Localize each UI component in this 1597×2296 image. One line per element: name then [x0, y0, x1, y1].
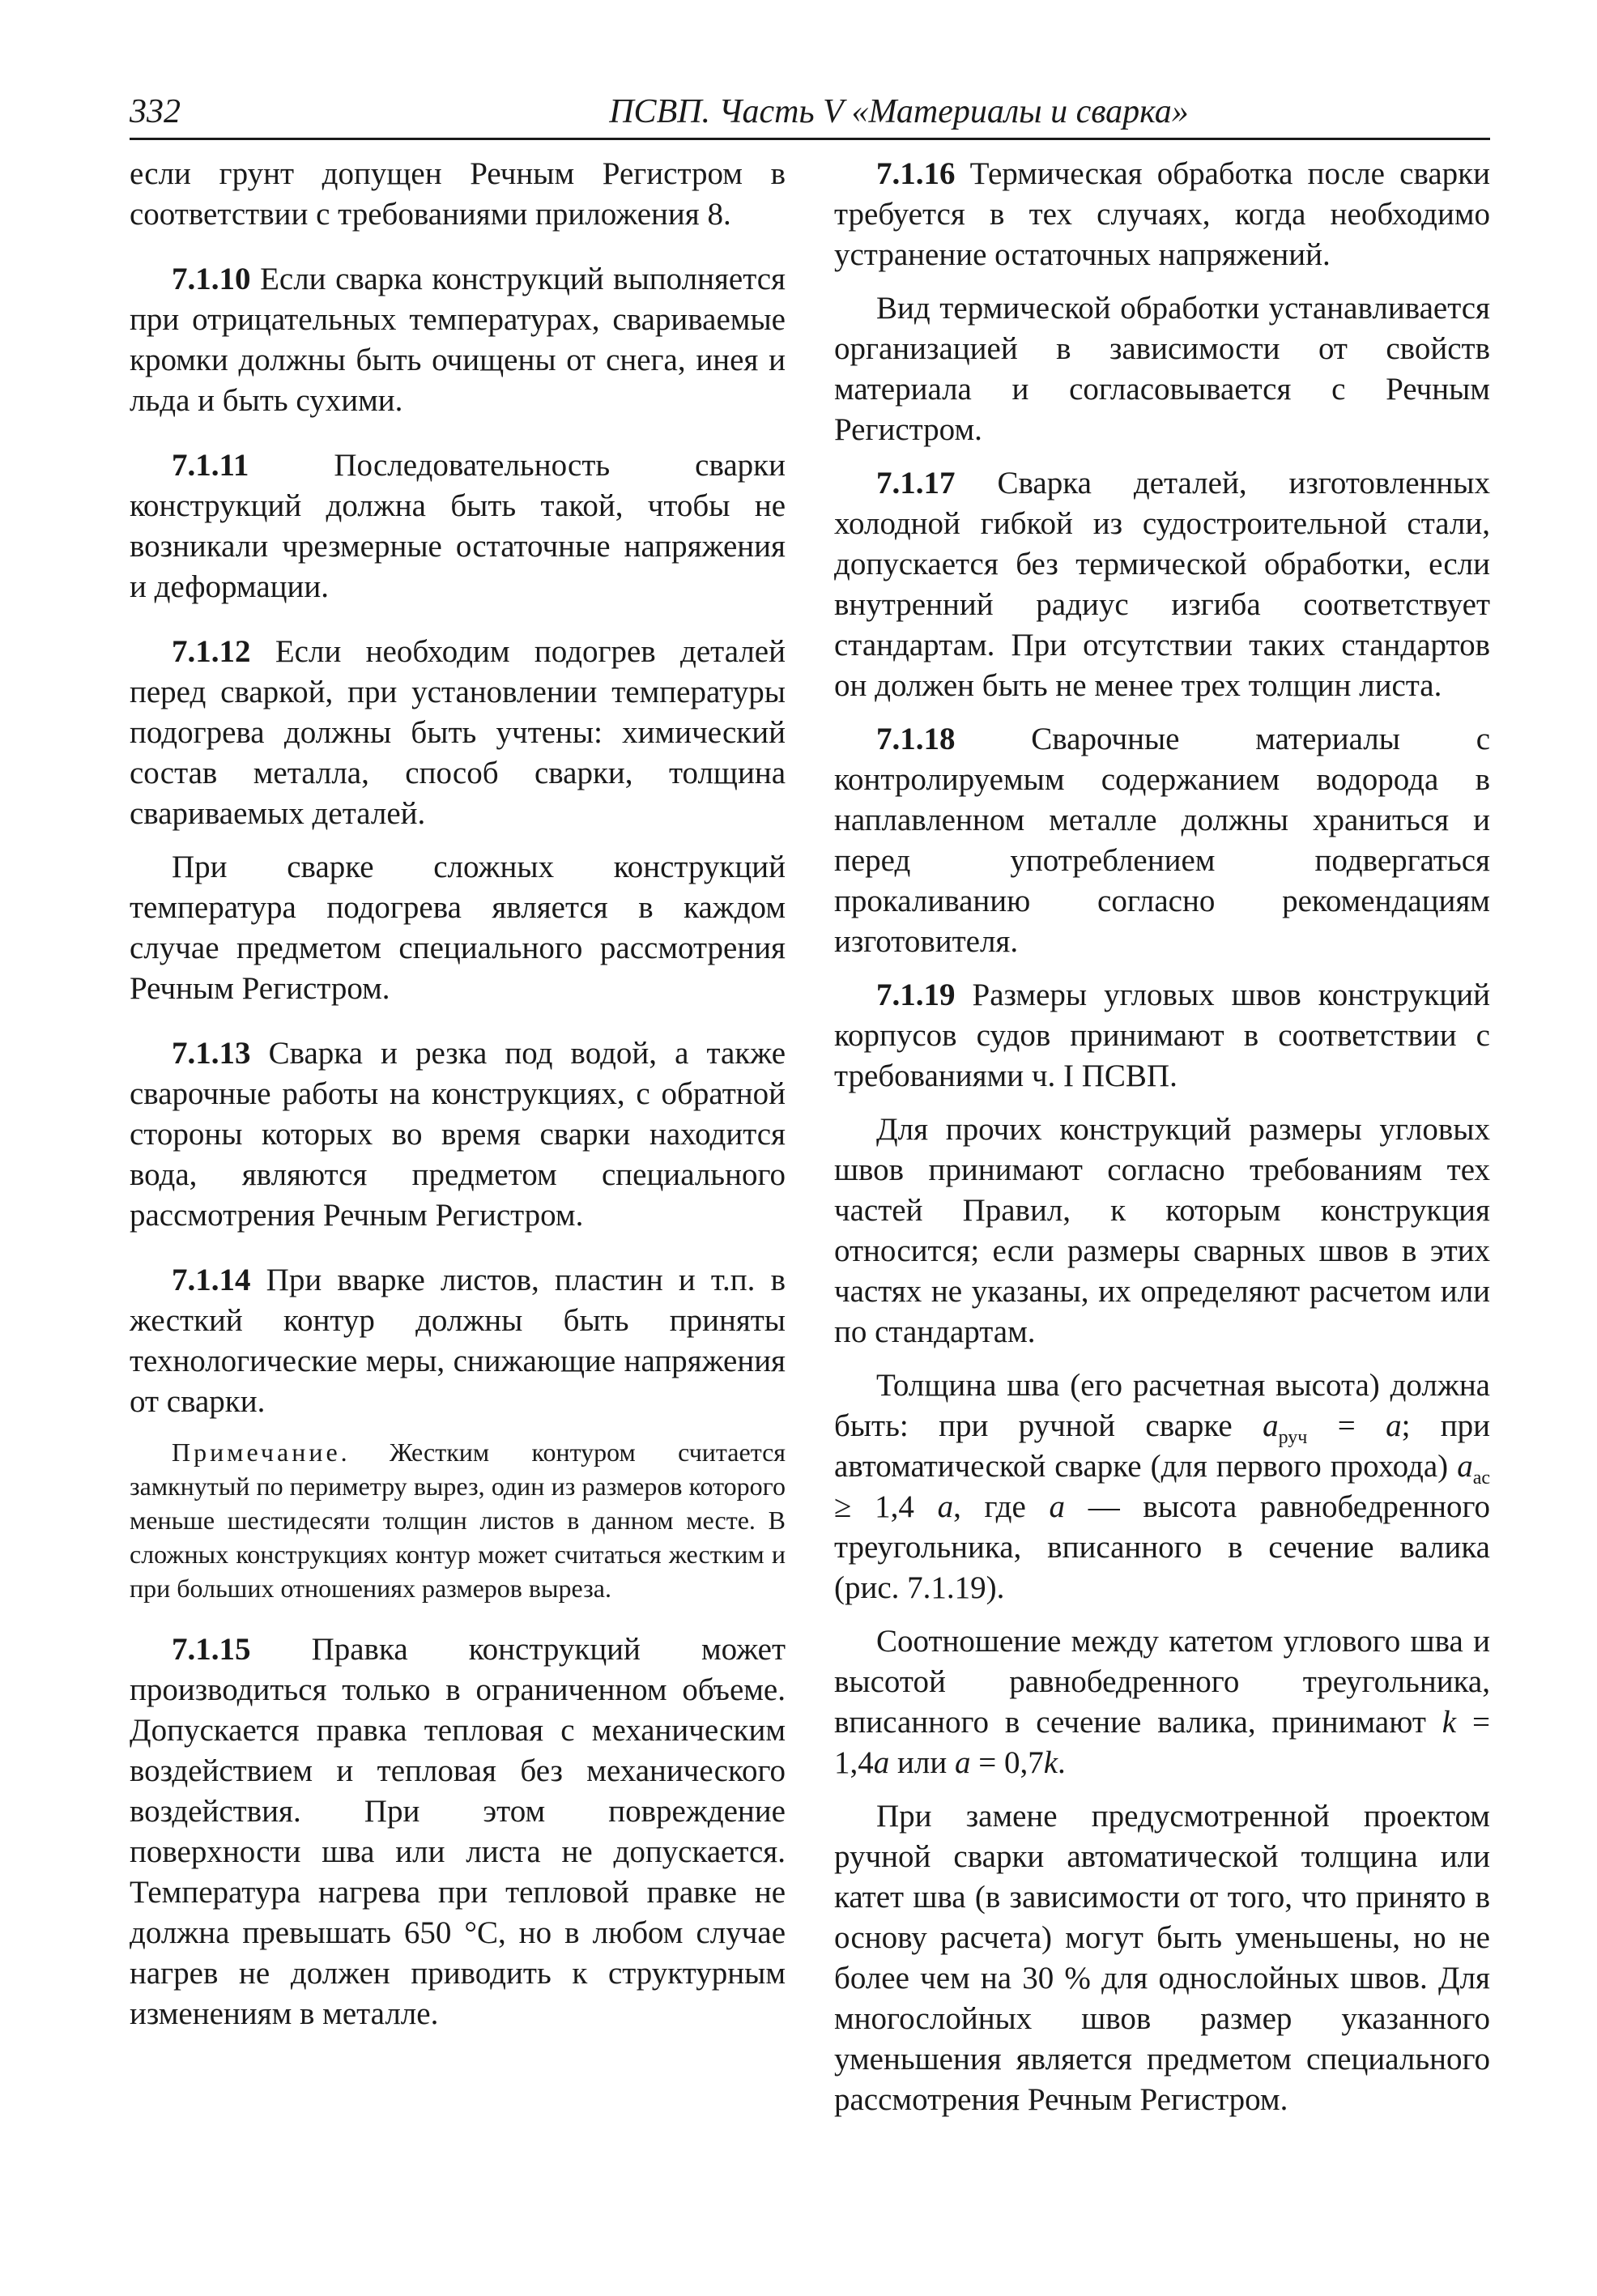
text-run: = 0,7 [970, 1745, 1044, 1780]
text-run: , где [953, 1489, 1050, 1524]
text-run: . [1058, 1745, 1066, 1780]
section-7-1-13 [130, 1033, 786, 1236]
text-run: — высота равнобедренного треугольника, вписанного в сечение валика (рис. 7.1.19). [834, 1489, 1491, 1605]
section-7-1-12-paragraph-2 [130, 847, 786, 1009]
section-number: 7.1.13 [172, 1036, 251, 1071]
math-variable: k [1043, 1745, 1058, 1780]
text-run: = 1,4 [834, 1705, 1490, 1780]
text-run: Толщина шва (его расчетная высота) должна быть: при ручной сварке [834, 1368, 1490, 1443]
section-7-1-12 [130, 632, 786, 834]
text-run: ≥ 1,4 [834, 1489, 938, 1524]
section-text: Если сварка конструкций выполняется при отрицательных температурах, свариваемые кромки должны быть очищены от снега, инея и льда и быть сухими. [130, 262, 786, 418]
leg-ratio-paragraph [834, 1621, 1490, 1783]
paragraph-text: Для прочих конструкций размеры угловых швов принимают согласно требованиям тех частей Правил, к которым конструкция относится; если размеры сварных швов в этих частях не указаны, их определяют расчетом или по стандартам. [834, 1112, 1490, 1349]
section-7-1-15 [130, 1629, 786, 2034]
paragraph-continuation [130, 154, 786, 235]
section-7-1-14 [130, 1260, 786, 1422]
section-number: 7.1.16 [876, 156, 956, 191]
section-7-1-10 [130, 259, 786, 421]
page-number: 332 [130, 93, 181, 130]
section-text: При вварке листов, пластин и т.п. в жесткий контур должны быть приняты технологические меры, снижающие напряжения от сварки. [130, 1263, 786, 1419]
text-run: или [889, 1745, 955, 1780]
math-variable: a [1457, 1449, 1473, 1484]
paragraph-text: При сварке сложных конструкций температура подогрева является в каждом случае предметом специального рассмотрения Речным Регистром. [130, 850, 786, 1006]
running-title: ПСВП. Часть V «Материалы и сварка» [609, 93, 1189, 130]
section-7-1-19 [834, 975, 1490, 1097]
section-text: Последовательность сварки конструкций должна быть такой, чтобы не возникали чрезмерные остаточные напряжения и деформации. [130, 448, 786, 604]
right-column [834, 154, 1490, 2133]
note-text: . Жестким контуром считается замкнутый по периметру вырез, один из размеров которого меньше шестидесяти толщин листов в данном месте. В сложных конструкциях контур может считаться жестким и при больших отношениях размеров выреза. [130, 1438, 786, 1603]
section-7-1-16-paragraph-2 [834, 288, 1490, 450]
note [130, 1435, 786, 1605]
math-variable: k [1442, 1705, 1457, 1740]
text-run: Соотношение между катетом углового шва и высотой равнобедренного треугольника, вписанного в сечение валика, принимают [834, 1624, 1490, 1740]
automatic-welding-reduction-paragraph [834, 1796, 1490, 2120]
section-text: Сварка деталей, изготовленных холодной гибкой из судостроительной стали, допускается без термической обработки, если внутренний радиус изгиба соответствует стандартам. При отсутствии таких стандартов он должен быть не менее трех толщин листа. [834, 466, 1490, 703]
section-7-1-19-paragraph-2 [834, 1110, 1490, 1352]
section-7-1-16 [834, 154, 1490, 275]
section-text: Термическая обработка после сварки требуется в тех случаях, когда необходимо устранение остаточных напряжений. [834, 156, 1490, 272]
paragraph-text: Вид термической обработки устанавливается организацией в зависимости от свойств материала и согласовывается с Речным Регистром. [834, 291, 1490, 447]
left-column [130, 154, 786, 2047]
paragraph-text: если грунт допущен Речным Регистром в соответствии с требованиями приложения 8. [130, 156, 786, 232]
section-text: Сварка и резка под водой, а также сварочные работы на конструкциях, с обратной стороны которых во время сварки находится вода, являются предметом специального рассмотрения Речным Регистром. [130, 1036, 786, 1233]
text-run: ; при автоматической сварке (для первого прохода) [834, 1408, 1491, 1484]
math-variable: a [873, 1745, 890, 1780]
section-text: Размеры угловых швов конструкций корпусов судов принимают в соответствии с требованиями ч. I ПСВП. [834, 978, 1490, 1093]
page-header [130, 89, 1490, 140]
math-variable: a [1386, 1408, 1402, 1443]
section-number: 7.1.15 [172, 1632, 251, 1667]
paragraph-text: При замене предусмотренной проектом ручной сварки автоматической толщина или катет шва (в зависимости от того, что принято в основу расчета) могут быть уменьшены, но не более чем на 30 % для однослойных швов. Для многослойных швов размер указанного уменьшения является предметом специального рассмотрения Речным Регистром. [834, 1799, 1490, 2117]
section-text: Правка конструкций может производиться только в ограниченном объеме. Допускается правка тепловая с механическим воздействием и тепловая без механического воздействия. При этом повреждение поверхности шва или листа не допускается. Температура нагрева при тепловой правке не должна превышать 650 °С, но в любом случае нагрев не должен приводить к структурным изменениям в металле. [130, 1632, 786, 2031]
section-7-1-11 [130, 445, 786, 607]
section-7-1-18 [834, 719, 1490, 962]
math-subscript: руч [1278, 1426, 1308, 1448]
text-run: = [1307, 1408, 1386, 1443]
section-number: 7.1.14 [172, 1263, 251, 1297]
math-variable: a [937, 1489, 954, 1524]
section-number: 7.1.18 [876, 722, 956, 756]
section-7-1-17 [834, 463, 1490, 706]
section-number: 7.1.19 [876, 978, 956, 1012]
section-text: Сварочные материалы с контролируемым содержанием водорода в наплавленном металле должны храниться и перед употреблением подвергаться прокаливанию согласно рекомендациям изготовителя. [834, 722, 1490, 959]
note-label: Примечание [172, 1438, 341, 1467]
math-variable: a [954, 1745, 971, 1780]
math-subscript: ас [1472, 1467, 1490, 1489]
math-variable: a [1263, 1408, 1279, 1443]
section-number: 7.1.10 [172, 262, 251, 296]
section-text: Если необходим подогрев деталей перед сваркой, при установлении температуры подогрева должны быть учтены: химический состав металла, способ сварки, толщина свариваемых деталей. [130, 634, 786, 831]
section-number: 7.1.11 [172, 448, 249, 483]
weld-thickness-paragraph [834, 1365, 1490, 1608]
section-number: 7.1.17 [876, 466, 956, 501]
section-number: 7.1.12 [172, 634, 251, 669]
math-variable: a [1049, 1489, 1065, 1524]
